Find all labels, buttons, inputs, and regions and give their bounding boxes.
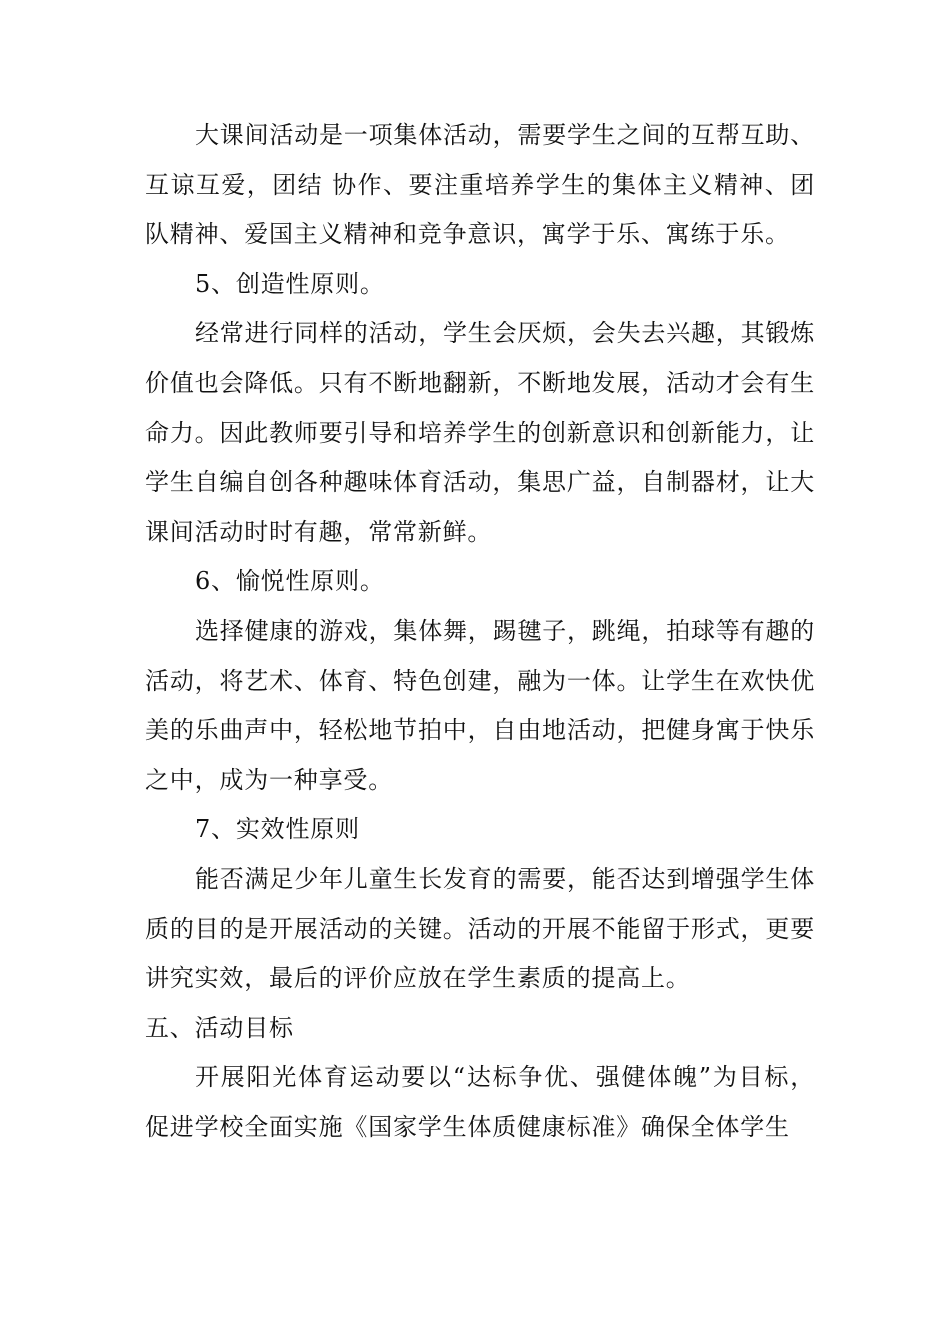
paragraph-creativity: 经常进行同样的活动，学生会厌烦，会失去兴趣，其锻炼价值也会降低。只有不断地翻新，不断地发展，活动才会有生命力。因此教师要引导和培养学生的创新意识和创新能力，让学生自编自创各种趣味体育活动，集思广益，自制器材，让大课间活动时时有趣，常常新鲜。 [145,319,815,546]
document-body [145,111,815,1152]
paragraph-effectiveness: 能否满足少年儿童生长发育的需要，能否达到增强学生体质的目的是开展活动的关键。活动的开展不能留于形式，更要讲究实效，最后的评价应放在学生素质的提高上。 [145,864,815,993]
heading-principle-5: 5、创造性原则。 [195,269,385,298]
paragraph-collective-activity: 大课间活动是一项集体活动，需要学生之间的互帮互助、互谅互爱，团结 协作、要注重培养学生的集体主义精神、团队精神、爱国主义精神和竞争意识，寓学于乐、寓练于乐。 [145,121,815,249]
paragraph-pleasure: 选择健康的游戏，集体舞，踢毽子，跳绳，拍球等有趣的活动，将艺术、体育、特色创建，融为一体。让学生在欢快优美的乐曲声中，轻松地节拍中，自由地活动，把健身寓于快乐之中，成为一种享受。 [145,616,815,794]
heading-principle-7: 7、实效性原则 [195,815,360,844]
section-heading-goals: 五、活动目标 [145,1013,294,1042]
paragraph-goals: 开展阳光体育运动要以“达标争优、强健体魄”为目标，促进学校全面实施《国家学生体质健康标准》确保全体学生 [145,1063,815,1141]
heading-principle-6: 6、愉悦性原则。 [195,567,385,596]
